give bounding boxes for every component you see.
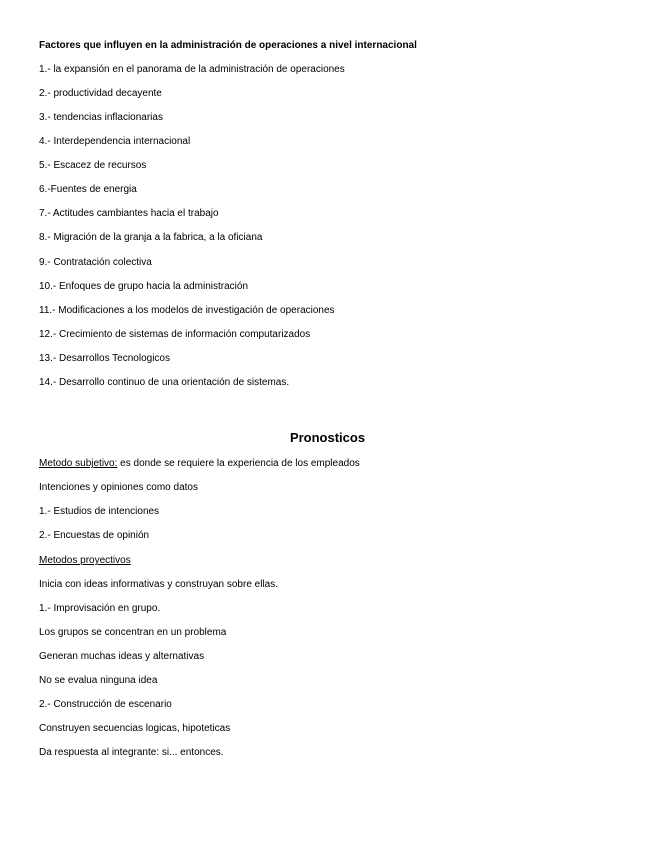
factor-item: 12.- Crecimiento de sistemas de información computarizados	[39, 329, 311, 340]
subjective-method-text: es donde se requiere la experiencia de los empleados	[117, 458, 360, 469]
document-title: Factores que influyen en la administración de operaciones a nivel internacional	[39, 40, 417, 51]
projective-line: Los grupos se concentran en un problema	[39, 627, 227, 638]
factor-item: 6.-Fuentes de energia	[39, 184, 137, 195]
factor-item: 13.- Desarrollos Tecnologicos	[39, 353, 170, 364]
factor-item: 9.- Contratación colectiva	[39, 257, 152, 268]
projective-line: Generan muchas ideas y alternativas	[39, 651, 205, 662]
projective-line: 2.- Construcción de escenario	[39, 699, 172, 710]
projective-line: Construyen secuencias logicas, hipoteticas	[39, 723, 231, 734]
projective-line: No se evalua ninguna idea	[39, 675, 158, 686]
projective-methods-term: Metodos proyectivos	[39, 555, 131, 566]
subjective-line: Intenciones y opiniones como datos	[39, 482, 198, 493]
factor-item: 11.- Modificaciones a los modelos de investigación de operaciones	[39, 305, 335, 316]
factor-item: 1.- la expansión en el panorama de la administración de operaciones	[39, 64, 345, 75]
factor-item: 3.- tendencias inflacionarias	[39, 112, 163, 123]
factor-item: 5.- Escacez de recursos	[39, 160, 147, 171]
subjective-line: 2.- Encuestas de opinión	[39, 530, 150, 541]
factor-item: 14.- Desarrollo continuo de una orientación de sistemas.	[39, 377, 290, 388]
subjective-method-definition	[39, 458, 360, 470]
subjective-line: 1.- Estudios de intenciones	[39, 506, 160, 517]
factor-item: 2.- productividad decayente	[39, 88, 162, 99]
section-heading: Pronosticos	[289, 430, 366, 445]
subjective-method-term: Metodo subjetivo:	[39, 458, 118, 469]
factor-item: 7.- Actitudes cambiantes hacia el trabajo	[39, 208, 219, 219]
factor-item: 8.- Migración de la granja a la fabrica, a la oficiana	[39, 232, 263, 243]
projective-line: Da respuesta al integrante: si... entonces.	[39, 747, 224, 758]
factor-item: 10.- Enfoques de grupo hacia la administración	[39, 281, 249, 292]
projective-line: 1.- Improvisación en grupo.	[39, 603, 161, 614]
projective-line: Inicia con ideas informativas y construyan sobre ellas.	[39, 579, 279, 590]
factor-item: 4.- Interdependencia internacional	[39, 136, 191, 147]
